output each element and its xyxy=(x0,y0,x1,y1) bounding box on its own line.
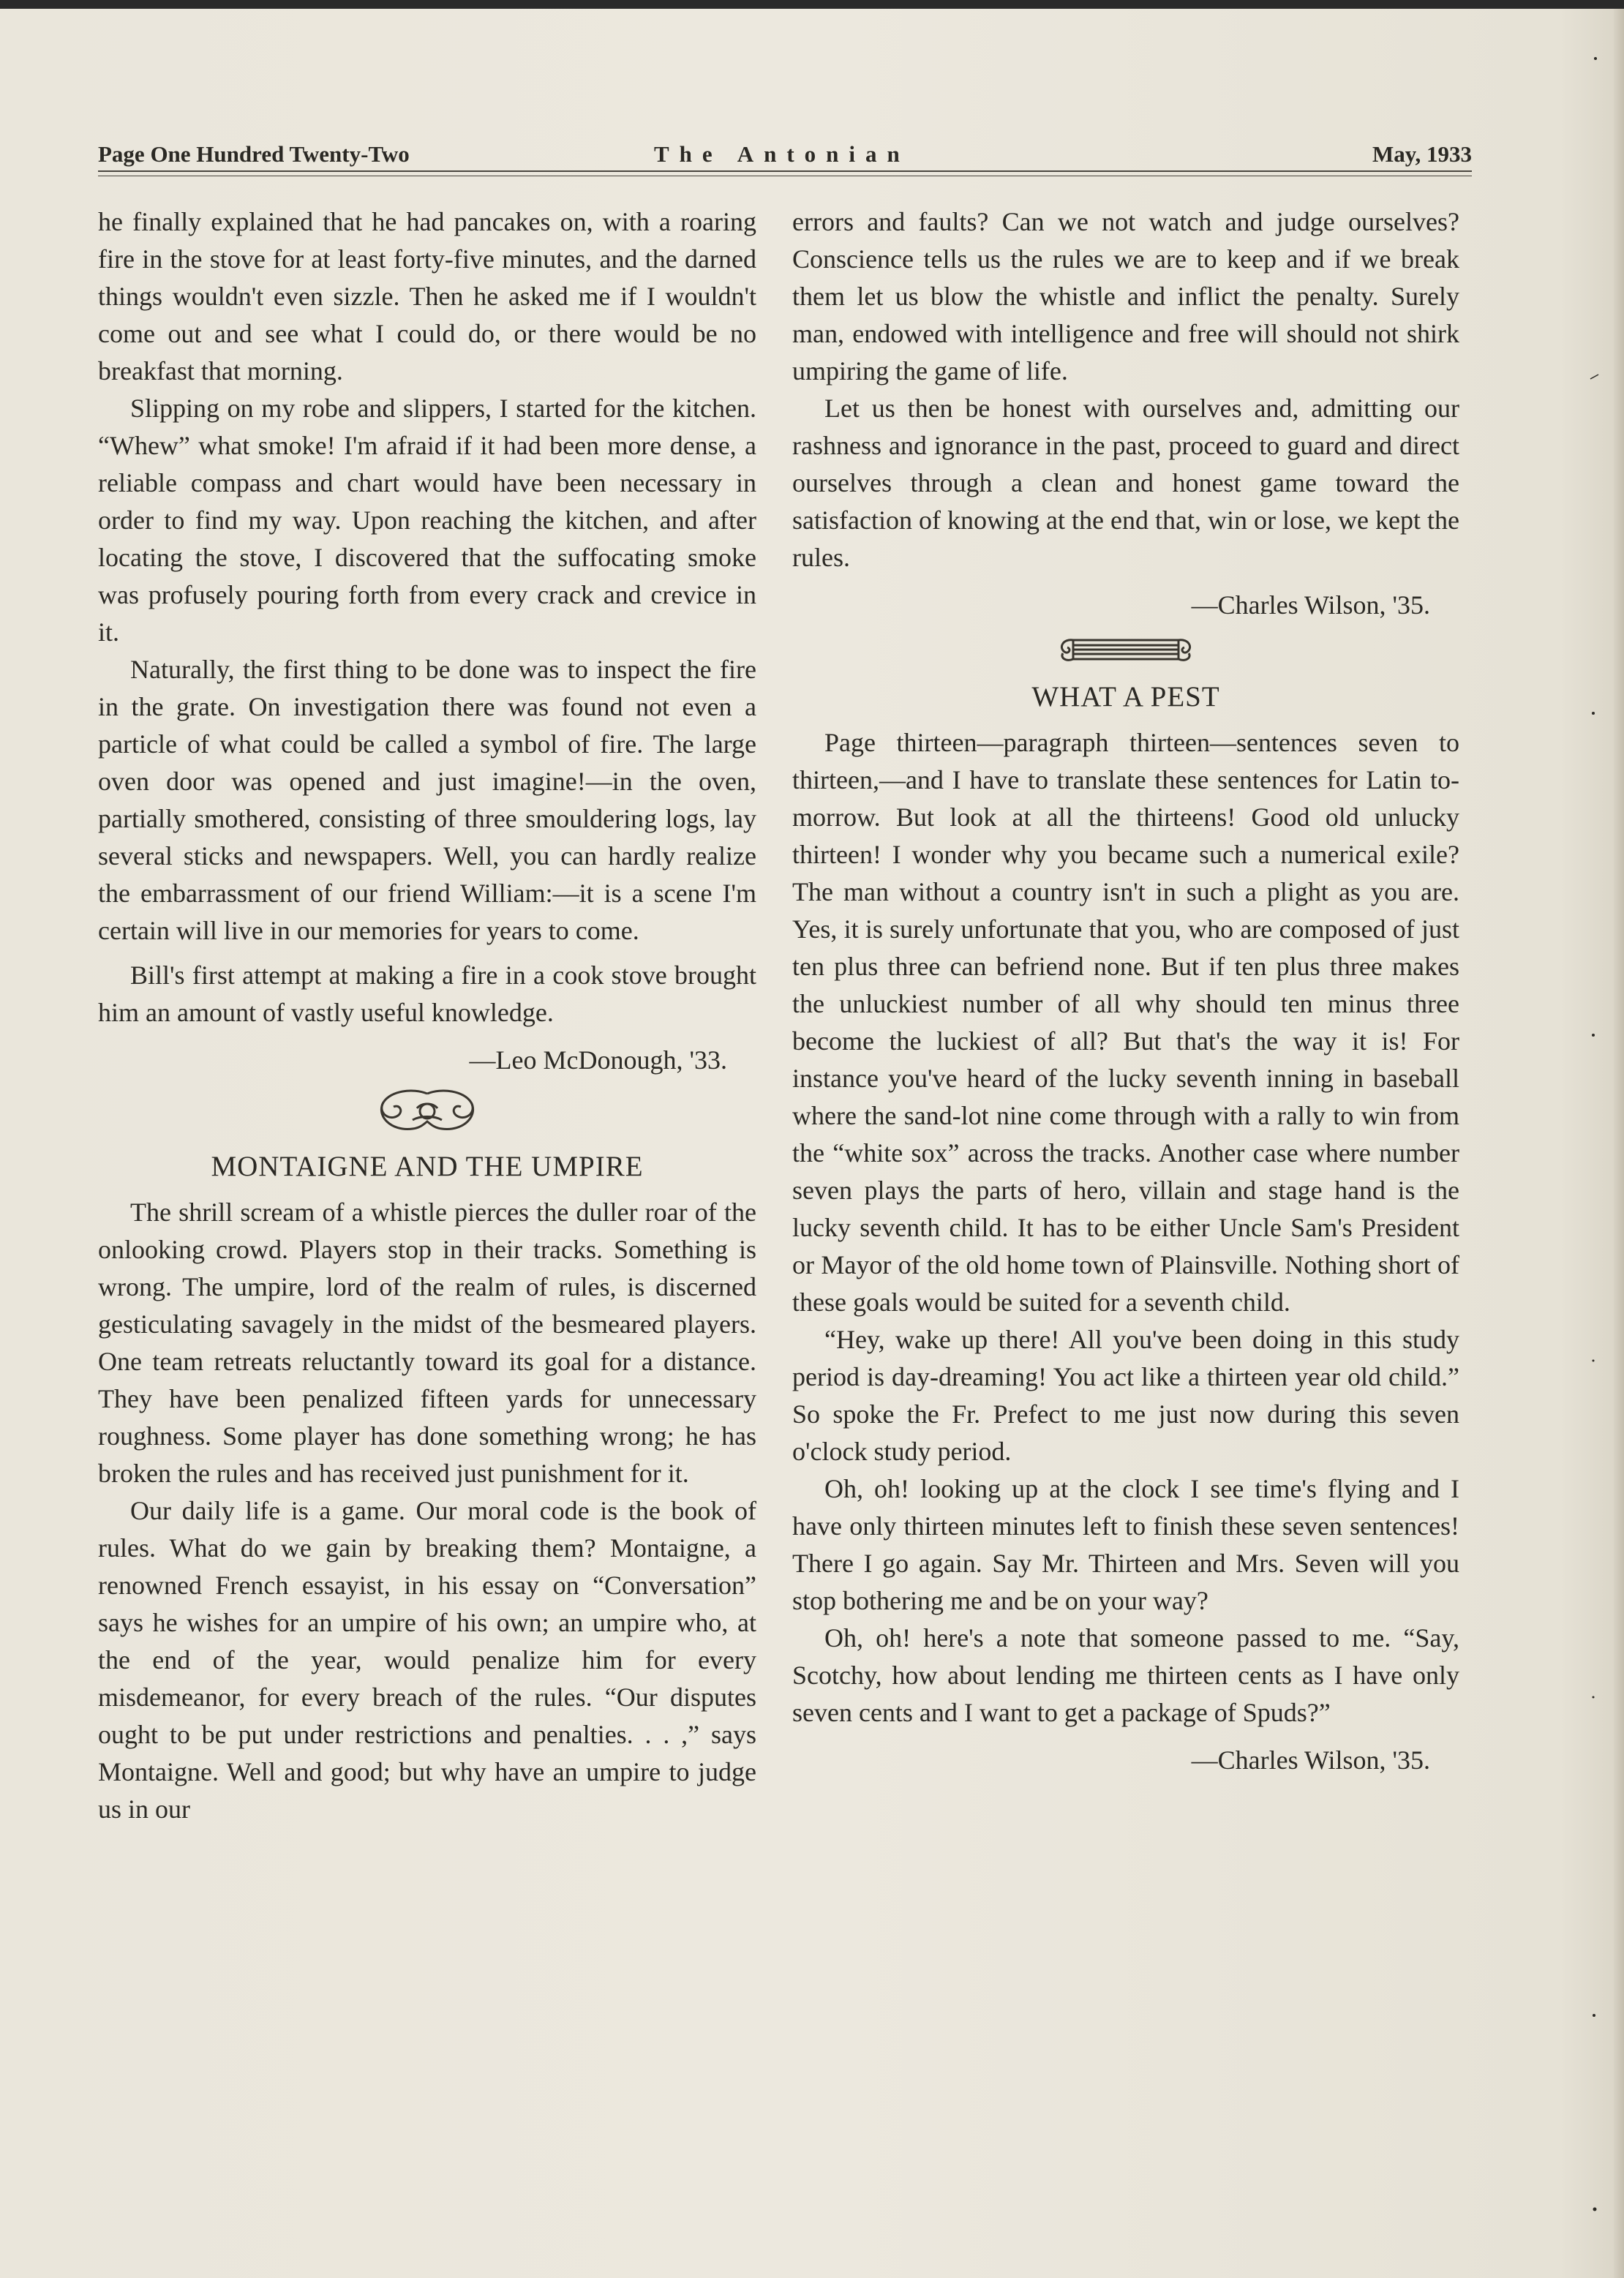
header-rule xyxy=(98,170,1472,172)
running-header xyxy=(98,141,1472,170)
paragraph: Page thirteen—paragraph thirteen—sentences seven to thirteen,—and I have to translate these sentences for Latin to-morrow. But look at all the thirteens! Good old unlucky thirteen! I wonder why you became such a numerical exile? The man without a country isn't in such a plight as you are. Yes, it is surely unfortunate that you, who are composed of just ten plus three can befriend none. But if ten plus three makes the unluckiest number of all why should ten minus three become the luckiest of all? But that's the way it is! For instance you've heard of the lucky seventh inning in baseball where the sand-lot nine come through with a rally to win from the “white sox” across the tracks. Another case where number seven plays the parts of hero, villain and stage hand is the lucky seventh child. It has to be either Uncle Sam's President or Mayor of the old home town of Plainsville. Nothing short of these goals would be suited for a seventh child. xyxy=(792,728,1459,1317)
header-publication-title: The Antonian xyxy=(654,141,910,167)
paragraph: Oh, oh! here's a note that someone passed to me. “Say, Scotchy, how about lending me thirteen cents as I have only seven cents and I want to get a package of Spuds?” xyxy=(792,1623,1459,1727)
paragraph: Slipping on my robe and slippers, I started for the kitchen. “Whew” what smoke! I'm afraid if it had been more dense, a reliable compass and chart would have been necessary in order to find my way. Upon reaching the kitchen, and after locating the stove, I discovered that the suffocating smoke was profusely pouring forth from every crack and crevice in it. xyxy=(98,394,756,647)
paragraph: Bill's first attempt at making a fire in a cook stove brought him an amount of vastly useful knowledge. xyxy=(98,961,756,1027)
paragraph: he finally explained that he had pancakes on, with a roaring fire in the stove for at least forty-five minutes, and the darned things wouldn't even sizzle. Then he asked me if I wouldn't come out and see what I could do, or there would be no breakfast that morning. xyxy=(98,207,756,386)
right-column xyxy=(792,203,1459,1786)
paragraph: The shrill scream of a whistle pierces the duller roar of the onlooking crowd. Players stop in their tracks. Something is wrong. The umpire, lord of the realm of rules, is discerned gesticulating savagely in the midst of the besmeared players. One team retreats reluctantly toward its goal for a distance. They have been penalized fifteen yards for unnecessary roughness. Some player has done something wrong; he has broken the rules and has received just punishment for it. xyxy=(98,1198,756,1488)
scan-speck xyxy=(1580,369,1609,384)
header-date: May, 1933 xyxy=(1372,141,1472,167)
author-signature: —Leo McDonough, '33. xyxy=(469,1045,727,1075)
article-title: WHAT A PEST xyxy=(1031,681,1220,713)
paragraph: errors and faults? Can we not watch and judge ourselves? Conscience tells us the rules we are to keep and if we break them let us blow the whistle and inflict the penalty. Surely man, endowed with intelligence and free will should not shirk umpiring the game of life. xyxy=(792,207,1459,386)
scan-top-edge xyxy=(0,0,1624,9)
scan-speck xyxy=(1580,1353,1609,1368)
article-title: MONTAIGNE AND THE UMPIRE xyxy=(211,1151,644,1182)
scan-speck xyxy=(1580,2008,1609,2023)
scan-speck xyxy=(1580,1690,1609,1704)
header-page-number: Page One Hundred Twenty-Two xyxy=(98,141,410,167)
left-column xyxy=(98,203,756,1828)
author-signature: —Charles Wilson, '35. xyxy=(1191,1745,1430,1775)
paragraph: “Hey, wake up there! All you've been doing in this study period is day-dreaming! You act like a thirteen year old child.” So spoke the Fr. Prefect to me just now during this seven o'clock study period. xyxy=(792,1325,1459,1466)
scan-speck xyxy=(1580,51,1609,66)
paragraph: Our daily life is a game. Our moral code is the book of rules. What do we gain by breaking them? Montaigne, a renowned French essayist, in his essay on “Conversation” says he wishes for an umpire of his own; an umpire who, at the end of the year, would penalize him for every misdemeanor, for every breach of the rules. “Our disputes ought to be put under restrictions and penalties. . . ,” says Montaigne. Well and good; but why have an umpire to judge us in our xyxy=(98,1496,756,1824)
scan-speck xyxy=(1580,706,1609,721)
rolled-scroll-icon xyxy=(1053,631,1199,668)
scan-speck xyxy=(1580,2202,1609,2217)
paragraph: Naturally, the first thing to be done was to inspect the fire in the grate. On investigation there was found not even a particle of what could be called a symbol of fire. The large oven door was opened and just imagine!—in the oven, partially smothered, consisting of three smouldering logs, lay several sticks and newspapers. Well, you can hardly realize the embarrassment of our friend William:—it is a scene I'm certain will live in our memories for years to come. xyxy=(98,655,756,945)
scroll-ornament-icon xyxy=(369,1086,486,1138)
page-right-edge xyxy=(1614,9,1624,2278)
paragraph: Let us then be honest with ourselves and, admitting our rashness and ignorance in the past, proceed to guard and direct ourselves through a clean and honest game toward the satisfaction of knowing at the end that, win or lose, we kept the rules. xyxy=(792,394,1459,572)
scan-speck xyxy=(1580,1028,1609,1042)
paragraph: Oh, oh! looking up at the clock I see time's flying and I have only thirteen minutes left to finish these seven sentences! There I go again. Say Mr. Thirteen and Mrs. Seven will you stop bothering me and be on your way? xyxy=(792,1474,1459,1615)
author-signature: —Charles Wilson, '35. xyxy=(1191,590,1430,620)
